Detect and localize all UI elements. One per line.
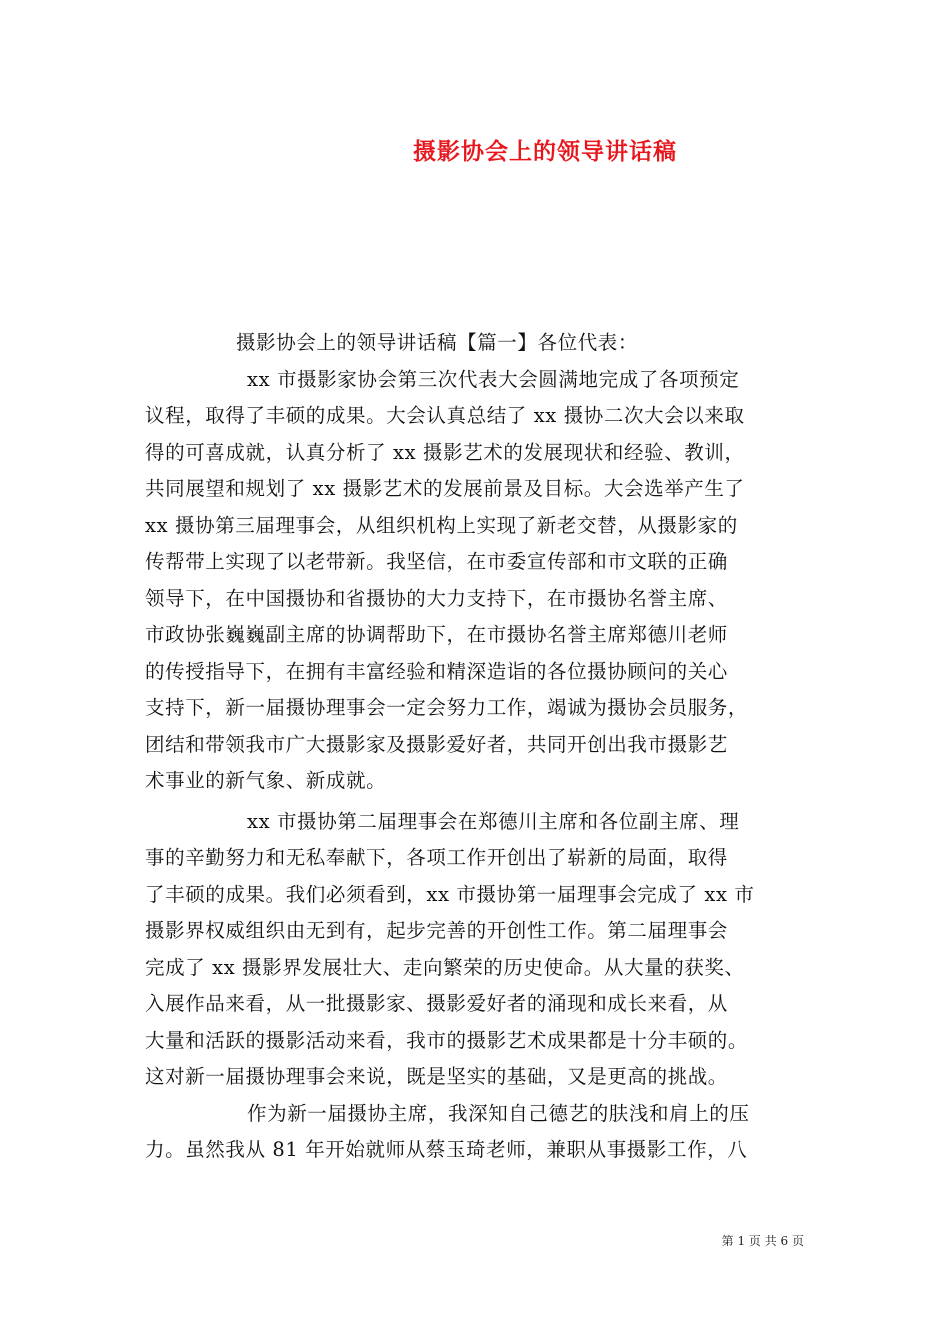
page-number: 第 1 页 共 6 页: [721, 1234, 804, 1248]
paragraph-line: xx 摄协第三届理事会，从组织机构上实现了新老交替，从摄影家的: [145, 513, 738, 537]
paragraph-line: 领导下，在中国摄协和省摄协的大力支持下，在市摄协名誉主席、: [145, 586, 728, 610]
paragraph-line: xx 市摄协第二届理事会在郑德川主席和各位副主席、理: [247, 809, 740, 833]
paragraph-line: 共同展望和规划了 xx 摄影艺术的发展前景及目标。大会选举产生了: [145, 477, 745, 500]
paragraph-line: 市政协张巍巍副主席的协调帮助下，在市摄协名誉主席郑德川老师: [145, 623, 728, 646]
paragraph-line: 了丰硕的成果。我们必须看到，xx 市摄协第一届理事会完成了 xx 市: [145, 882, 755, 906]
paragraph-line: 大量和活跃的摄影活动来看，我市的摄影艺术成果都是十分丰硕的。: [145, 1028, 749, 1052]
paragraph-line: 事的辛勤努力和无私奉献下，各项工作开创出了崭新的局面，取得: [145, 846, 728, 869]
paragraph-line: 的传授指导下，在拥有丰富经验和精深造诣的各位摄协顾问的关心: [145, 659, 728, 683]
paragraph-3: [145, 1096, 820, 1169]
paragraph-line: 完成了 xx 摄影界发展壮大、走向繁荣的历史使命。从大量的获奖、: [145, 955, 745, 979]
paragraph-line: 团结和带领我市广大摄影家及摄影爱好者，共同开创出我市摄影艺: [145, 732, 728, 756]
paragraph-line: 摄影界权威组织由无到有，起步完善的开创性工作。第二届理事会: [145, 919, 728, 942]
paragraph-1: [145, 362, 820, 800]
paragraph-line: 力。虽然我从 81 年开始就师从蔡玉琦老师，兼职从事摄影工作，八: [145, 1138, 748, 1161]
paragraph-line: 议程，取得了丰硕的成果。大会认真总结了 xx 摄协二次大会以来取: [145, 404, 745, 427]
document-title: 摄影协会上的领导讲话稿: [413, 138, 677, 165]
paragraph-line: 这对新一届摄协理事会来说，既是坚实的基础，又是更高的挑战。: [145, 1065, 728, 1088]
paragraph-2: [145, 804, 820, 1096]
document-body: [145, 325, 820, 1169]
paragraph-line: 作为新一届摄协主席，我深知自己德艺的肤浅和肩上的压: [247, 1101, 750, 1125]
paragraph-line: 传帮带上实现了以老带新。我坚信，在市委宣传部和市文联的正确: [145, 550, 728, 573]
paragraph-line: 入展作品来看，从一批摄影家、摄影爱好者的涌现和成长来看，从: [145, 992, 728, 1015]
paragraph-line: 支持下，新一届摄协理事会一定会努力工作，竭诚为摄协会员服务，: [145, 696, 749, 719]
paragraph-line: 得的可喜成就，认真分析了 xx 摄影艺术的发展现状和经验、教训，: [145, 440, 745, 464]
intro-line: 摄影协会上的领导讲话稿【篇一】各位代表：: [236, 331, 639, 354]
paragraph-line: 术事业的新气象、新成就。: [145, 769, 387, 792]
paragraph-line: xx 市摄影家协会第三次代表大会圆满地完成了各项预定: [247, 367, 740, 391]
